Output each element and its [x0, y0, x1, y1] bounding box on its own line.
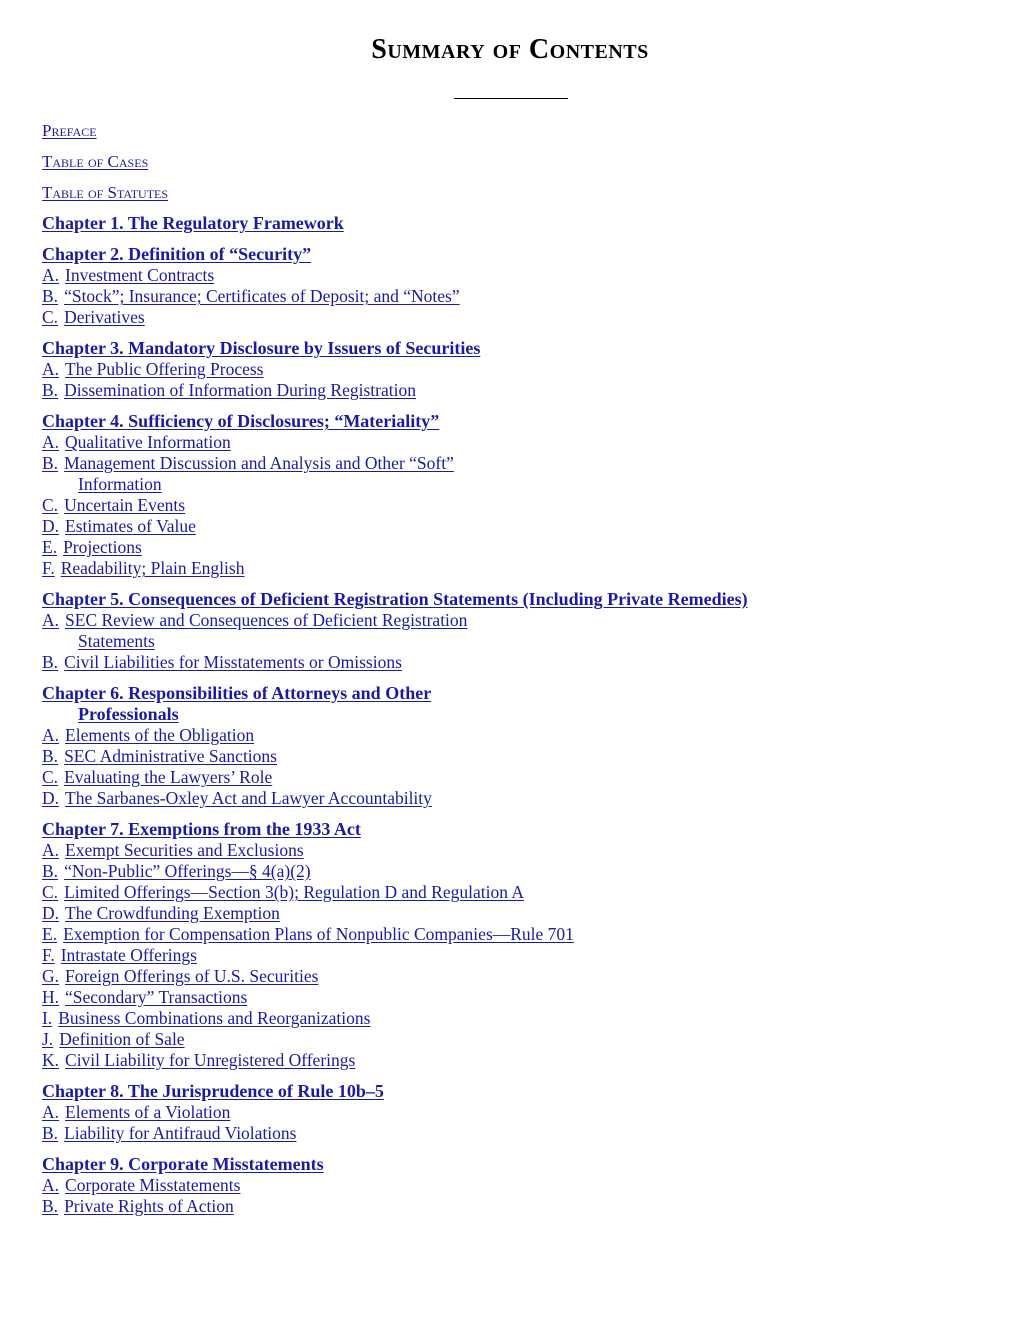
section-item — [42, 725, 982, 746]
section-letter-link[interactable]: A. — [42, 610, 60, 630]
section-letter-link[interactable]: A. — [42, 840, 60, 860]
section-letter-link[interactable]: A. — [42, 265, 60, 285]
section-title-link[interactable]: Elements of the Obligation — [65, 725, 255, 745]
front-matter-link[interactable]: Table of Cases — [42, 152, 149, 171]
section-title-link[interactable]: Investment Contracts — [65, 265, 215, 285]
section-letter-link[interactable]: A. — [42, 359, 60, 379]
section-letter-link[interactable]: C. — [42, 307, 59, 327]
section-title-link[interactable]: Evaluating the Lawyers’ Role — [64, 767, 273, 787]
section-title-link[interactable]: Readability; Plain English — [60, 558, 245, 578]
section-title-link[interactable]: “Non-Public” Offerings—§ 4(a)(2) — [64, 861, 311, 881]
section-title-link[interactable]: Limited Offerings—Section 3(b); Regulation D and Regulation A — [64, 882, 525, 902]
section-title-link[interactable]: Private Rights of Action — [64, 1196, 234, 1216]
section-letter-link[interactable]: B. — [42, 746, 59, 766]
section-title-link[interactable]: Business Combinations and Reorganizations — [58, 1008, 371, 1028]
section-title-link[interactable]: Foreign Offerings of U.S. Securities — [65, 966, 319, 986]
section-letter-link[interactable]: G. — [42, 966, 60, 986]
chapter-heading — [42, 213, 982, 234]
chapter-block — [42, 244, 982, 328]
section-item — [42, 882, 982, 903]
section-item — [42, 380, 982, 401]
chapter-link[interactable]: Chapter 8. The Jurisprudence of Rule 10b–5 — [42, 1081, 384, 1101]
chapter-link-continuation[interactable]: Professionals — [78, 704, 179, 724]
chapter-block — [42, 1154, 982, 1217]
chapter-block — [42, 338, 982, 401]
section-item — [42, 537, 982, 558]
section-item — [42, 652, 982, 673]
section-item — [42, 767, 982, 788]
chapter-link[interactable]: Chapter 3. Mandatory Disclosure by Issuers of Securities — [42, 338, 481, 358]
section-title-link[interactable]: Intrastate Offerings — [60, 945, 197, 965]
chapter-link[interactable]: Chapter 9. Corporate Misstatements — [42, 1154, 324, 1174]
section-title-link[interactable]: Management Discussion and Analysis and Other “Soft” — [64, 453, 454, 473]
section-title-continuation-link[interactable]: Statements — [78, 631, 155, 651]
chapter-heading-continuation — [42, 704, 982, 725]
chapter-list — [42, 213, 982, 1217]
chapter-block — [42, 1081, 982, 1144]
section-letter-link[interactable]: A. — [42, 725, 60, 745]
section-title-link[interactable]: Civil Liability for Unregistered Offerings — [65, 1050, 356, 1070]
front-matter-item — [42, 120, 982, 142]
section-title-link[interactable]: Corporate Misstatements — [65, 1175, 241, 1195]
section-letter-link[interactable]: D. — [42, 788, 60, 808]
section-item — [42, 1123, 982, 1144]
section-title-link[interactable]: The Sarbanes-Oxley Act and Lawyer Accountability — [65, 788, 432, 808]
section-item — [42, 987, 982, 1008]
chapter-link[interactable]: Chapter 4. Sufficiency of Disclosures; “Materiality” — [42, 411, 440, 431]
section-item — [42, 746, 982, 767]
section-title-link[interactable]: SEC Review and Consequences of Deficient Registration — [65, 610, 468, 630]
section-letter-link[interactable]: E. — [42, 924, 58, 944]
chapter-block — [42, 213, 982, 234]
section-title-link[interactable]: “Stock”; Insurance; Certificates of Deposit; and “Notes” — [64, 286, 460, 306]
section-title-link[interactable]: Qualitative Information — [65, 432, 231, 452]
chapter-block — [42, 589, 982, 673]
section-title-continuation — [42, 474, 982, 495]
front-matter-link[interactable]: Table of Statutes — [42, 183, 169, 202]
section-title-link[interactable]: Projections — [63, 537, 142, 557]
section-letter-link[interactable]: F. — [42, 558, 55, 578]
chapter-heading — [42, 1081, 982, 1102]
chapter-block — [42, 683, 982, 809]
section-letter-link[interactable]: C. — [42, 882, 59, 902]
front-matter-item — [42, 151, 982, 173]
chapter-link[interactable]: Chapter 2. Definition of “Security” — [42, 244, 312, 264]
chapter-link[interactable]: Chapter 5. Consequences of Deficient Registration Statements (Including Private Remedies) — [42, 589, 748, 609]
section-letter-link[interactable]: B. — [42, 380, 59, 400]
section-letter-link[interactable]: D. — [42, 516, 60, 536]
section-letter-link[interactable]: B. — [42, 1196, 59, 1216]
chapter-heading — [42, 589, 982, 610]
chapter-heading — [42, 338, 982, 359]
section-item — [42, 610, 982, 652]
section-letter-link[interactable]: B. — [42, 286, 59, 306]
chapter-link[interactable]: Chapter 1. The Regulatory Framework — [42, 213, 344, 233]
section-title-link[interactable]: Derivatives — [64, 307, 145, 327]
chapter-block — [42, 411, 982, 579]
section-letter-link[interactable]: H. — [42, 987, 60, 1007]
title-divider — [454, 98, 568, 99]
section-letter-link[interactable]: B. — [42, 1123, 59, 1143]
chapter-heading — [42, 683, 982, 725]
section-item — [42, 453, 982, 495]
section-item — [42, 1008, 982, 1029]
section-letter-link[interactable]: A. — [42, 1175, 60, 1195]
section-item — [42, 265, 982, 286]
section-item — [42, 1050, 982, 1071]
section-item — [42, 945, 982, 966]
section-title-link[interactable]: Definition of Sale — [59, 1029, 185, 1049]
section-item — [42, 432, 982, 453]
chapter-heading — [42, 819, 982, 840]
section-letter-link[interactable]: B. — [42, 652, 59, 672]
section-item — [42, 359, 982, 380]
chapter-link[interactable]: Chapter 7. Exemptions from the 1933 Act — [42, 819, 361, 839]
section-title-link[interactable]: Estimates of Value — [65, 516, 196, 536]
section-title-link[interactable]: The Crowdfunding Exemption — [65, 903, 280, 923]
section-letter-link[interactable]: D. — [42, 903, 60, 923]
front-matter-list — [42, 120, 982, 204]
section-title-link[interactable]: Civil Liabilities for Misstatements or Omissions — [64, 652, 402, 672]
section-title-link[interactable]: Dissemination of Information During Registration — [64, 380, 416, 400]
section-item — [42, 1196, 982, 1217]
section-title-link[interactable]: Elements of a Violation — [65, 1102, 231, 1122]
section-letter-link[interactable]: K. — [42, 1050, 60, 1070]
section-title-link[interactable]: The Public Offering Process — [65, 359, 264, 379]
chapter-block — [42, 819, 982, 1071]
front-matter-link[interactable]: Preface — [42, 121, 97, 140]
section-title-link[interactable]: Exemption for Compensation Plans of Nonpublic Companies—Rule 701 — [63, 924, 574, 944]
section-letter-link[interactable]: C. — [42, 767, 59, 787]
chapter-heading — [42, 1154, 982, 1175]
section-item — [42, 558, 982, 579]
section-title-link[interactable]: Exempt Securities and Exclusions — [65, 840, 304, 860]
section-title-link[interactable]: Liability for Antifraud Violations — [64, 1123, 297, 1143]
section-title-link[interactable]: Uncertain Events — [64, 495, 186, 515]
section-item — [42, 788, 982, 809]
section-title-continuation-link[interactable]: Information — [78, 474, 162, 494]
section-letter-link[interactable]: J. — [42, 1029, 54, 1049]
front-matter-item — [42, 182, 982, 204]
section-letter-link[interactable]: B. — [42, 453, 59, 473]
chapter-link[interactable]: Chapter 6. Responsibilities of Attorneys and Other — [42, 683, 432, 703]
chapter-heading — [42, 411, 982, 432]
section-letter-link[interactable]: I. — [42, 1008, 53, 1028]
section-item — [42, 1029, 982, 1050]
section-item — [42, 840, 982, 861]
section-item — [42, 861, 982, 882]
section-item — [42, 1175, 982, 1196]
section-item — [42, 924, 982, 945]
section-item — [42, 1102, 982, 1123]
section-letter-link[interactable]: E. — [42, 537, 58, 557]
chapter-heading — [42, 244, 982, 265]
section-title-link[interactable]: SEC Administrative Sanctions — [64, 746, 277, 766]
table-of-contents — [42, 120, 982, 1223]
section-title-continuation — [42, 631, 982, 652]
section-letter-link[interactable]: A. — [42, 432, 60, 452]
section-letter-link[interactable]: F. — [42, 945, 55, 965]
section-letter-link[interactable]: B. — [42, 861, 59, 881]
section-letter-link[interactable]: C. — [42, 495, 59, 515]
section-title-link[interactable]: “Secondary” Transactions — [65, 987, 248, 1007]
section-letter-link[interactable]: A. — [42, 1102, 60, 1122]
page-title: Summary of Contents — [371, 34, 649, 65]
section-item — [42, 286, 982, 307]
section-item — [42, 903, 982, 924]
section-item — [42, 307, 982, 328]
section-item — [42, 495, 982, 516]
section-item — [42, 966, 982, 987]
section-item — [42, 516, 982, 537]
